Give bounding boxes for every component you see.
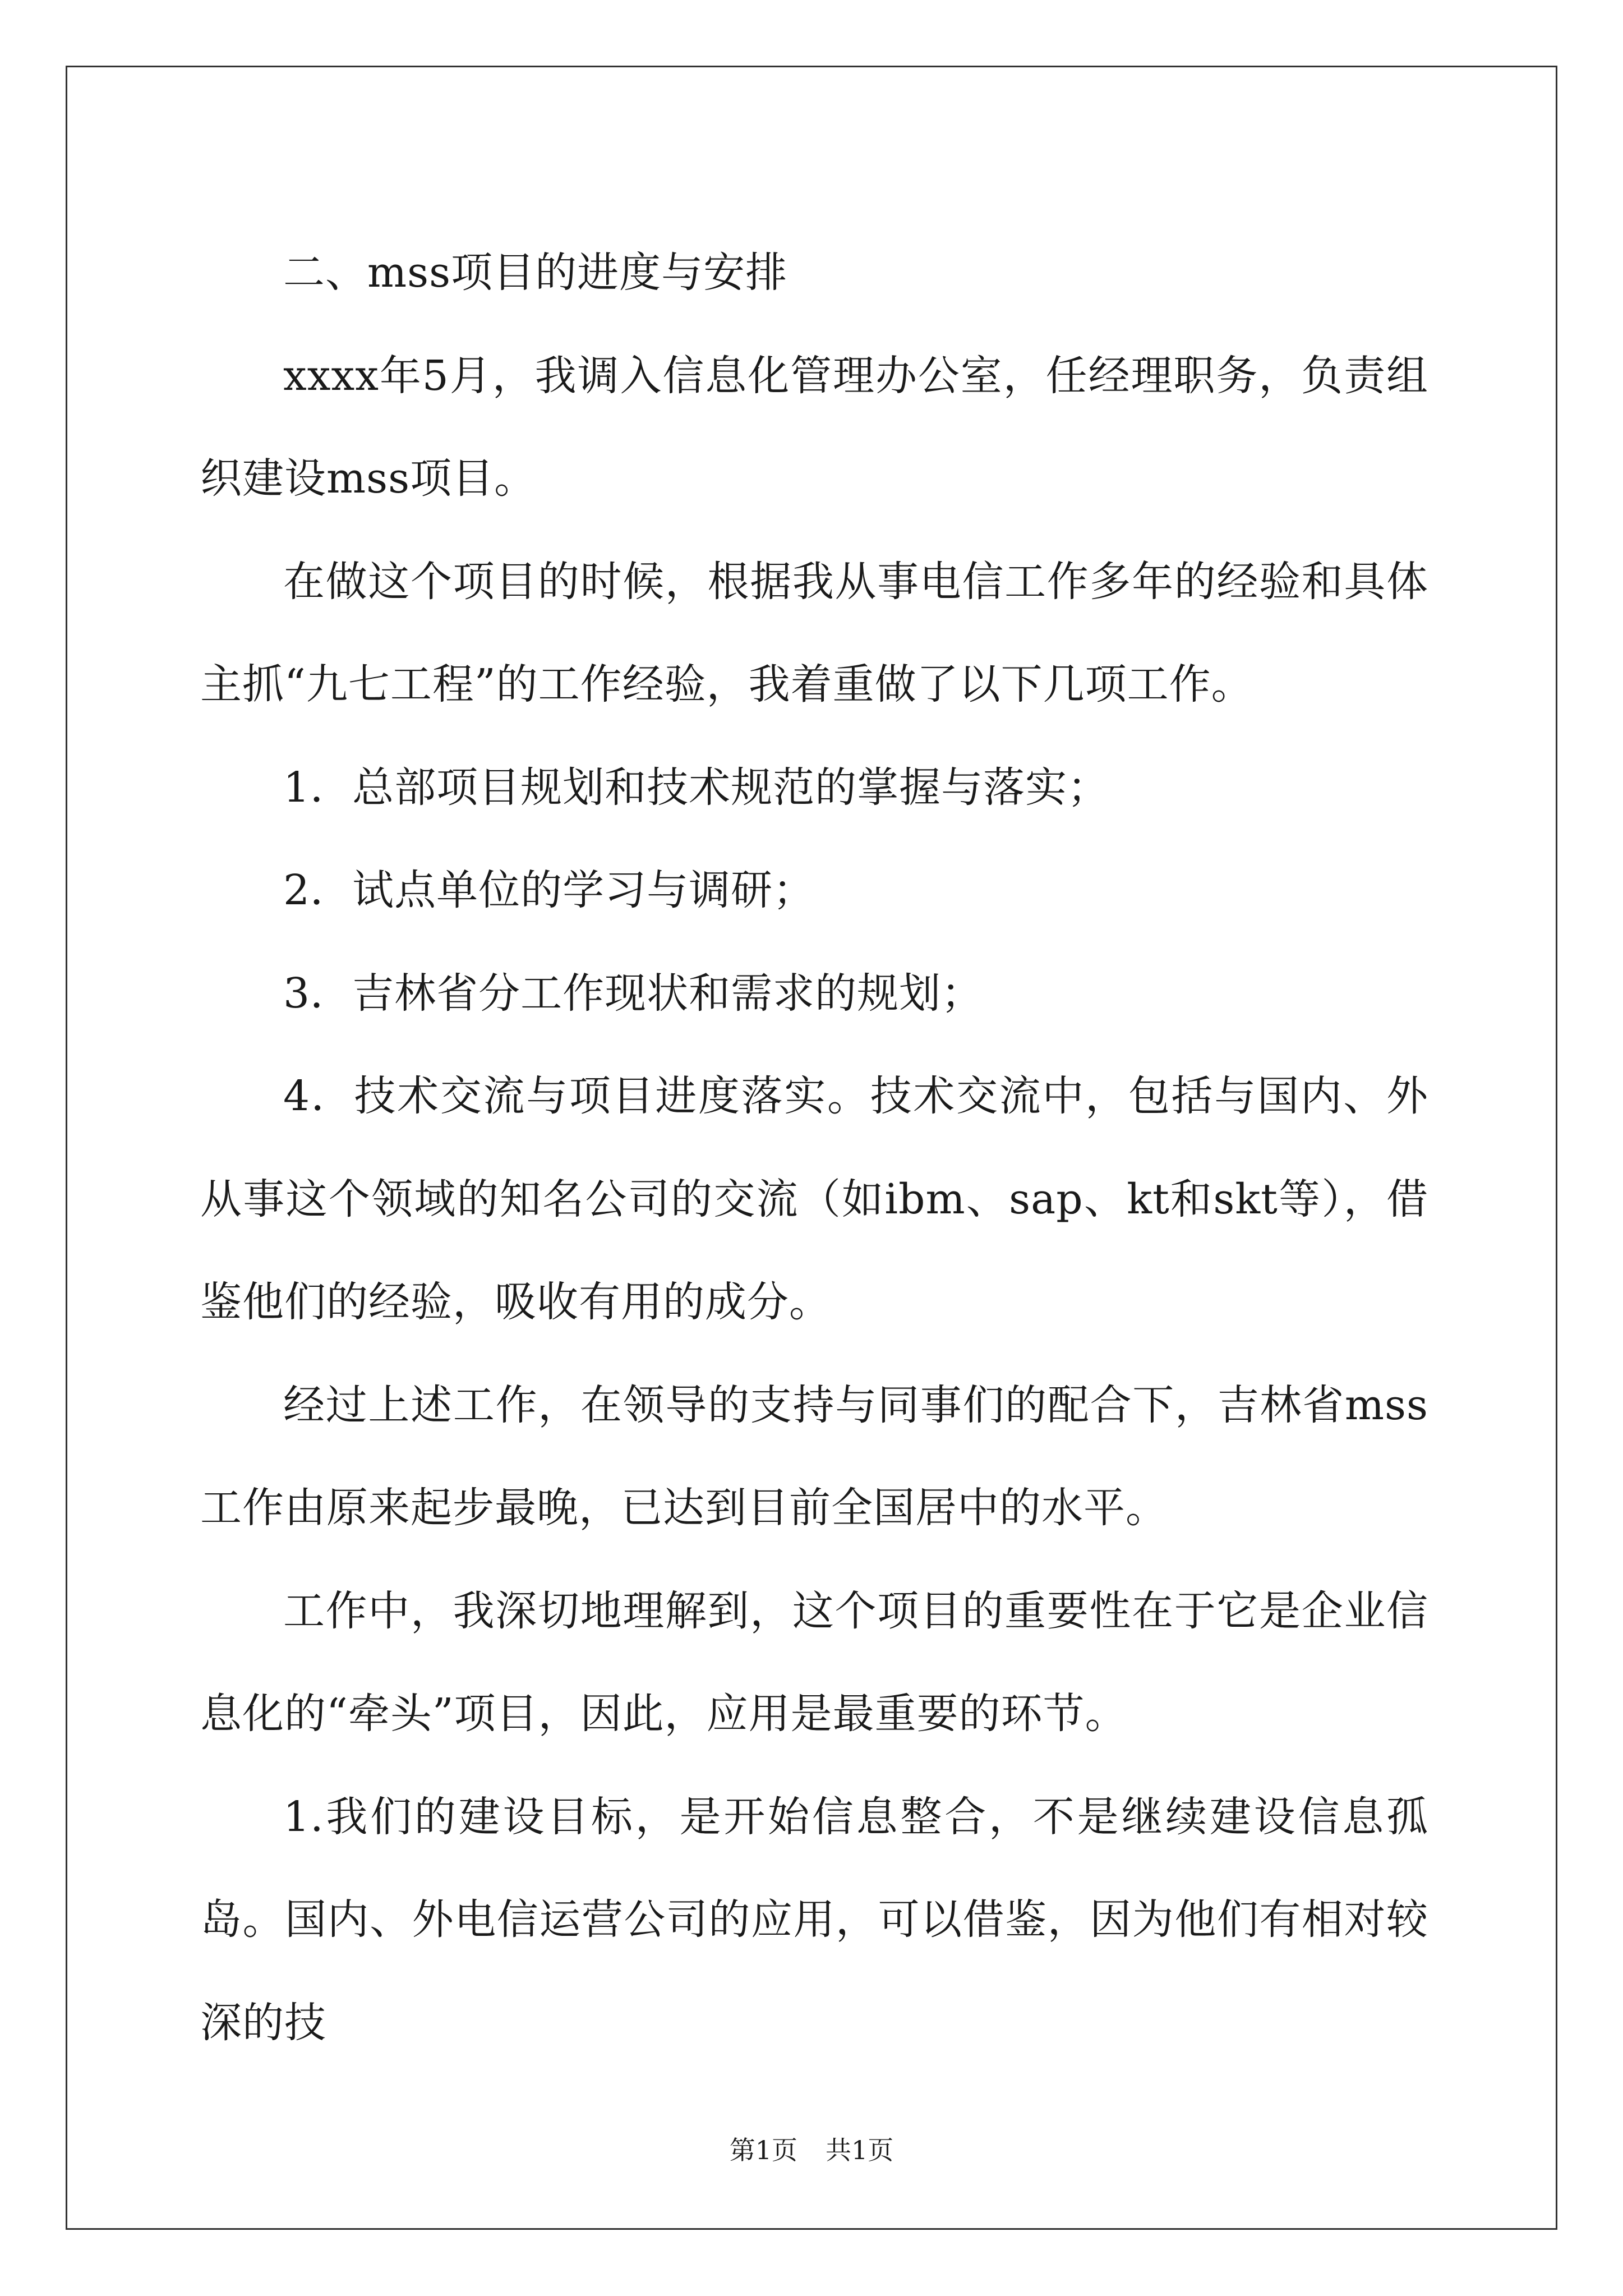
page-number: 第1页	[729, 2135, 797, 2165]
total-pages: 共1页	[826, 2135, 894, 2165]
page-footer	[0, 2133, 1623, 2167]
paragraph: xxxx年5月，我调入信息化管理办公室，任经理职务，负责组织建设mss项目。	[200, 351, 1428, 503]
paragraph: 1.我们的建设目标，是开始信息整合，不是继续建设信息孤岛。国内、外电信运营公司的应用，可以借鉴，因为他们有相对较深的技	[200, 1792, 1428, 2047]
list-item: 4．技术交流与项目进度落实。技术交流中，包括与国内、外从事这个领域的知名公司的交流（如ibm、sap、kt和skt等），借鉴他们的经验，吸收有用的成分。	[200, 1072, 1428, 1326]
list-item: 1．总部项目规划和技术规范的掌握与落实；	[283, 763, 1110, 812]
paragraph: 工作中，我深切地理解到，这个项目的重要性在于它是企业信息化的“牵头”项目，因此，应用是最重要的环节。	[200, 1586, 1428, 1738]
list-item: 2．试点单位的学习与调研；	[283, 866, 815, 914]
paragraph: 经过上述工作，在领导的支持与同事们的配合下，吉林省mss工作由原来起步最晚，已达到目前全国居中的水平。	[200, 1381, 1428, 1532]
paragraph: 在做这个项目的时候，根据我从事电信工作多年的经验和具体主抓“九七工程”的工作经验，我着重做了以下几项工作。	[200, 557, 1428, 708]
section-heading: 二、mss项目的进度与安排	[283, 249, 788, 297]
document-body	[200, 222, 1428, 2074]
list-item: 3．吉林省分工作现状和需求的规划；	[283, 969, 984, 1018]
